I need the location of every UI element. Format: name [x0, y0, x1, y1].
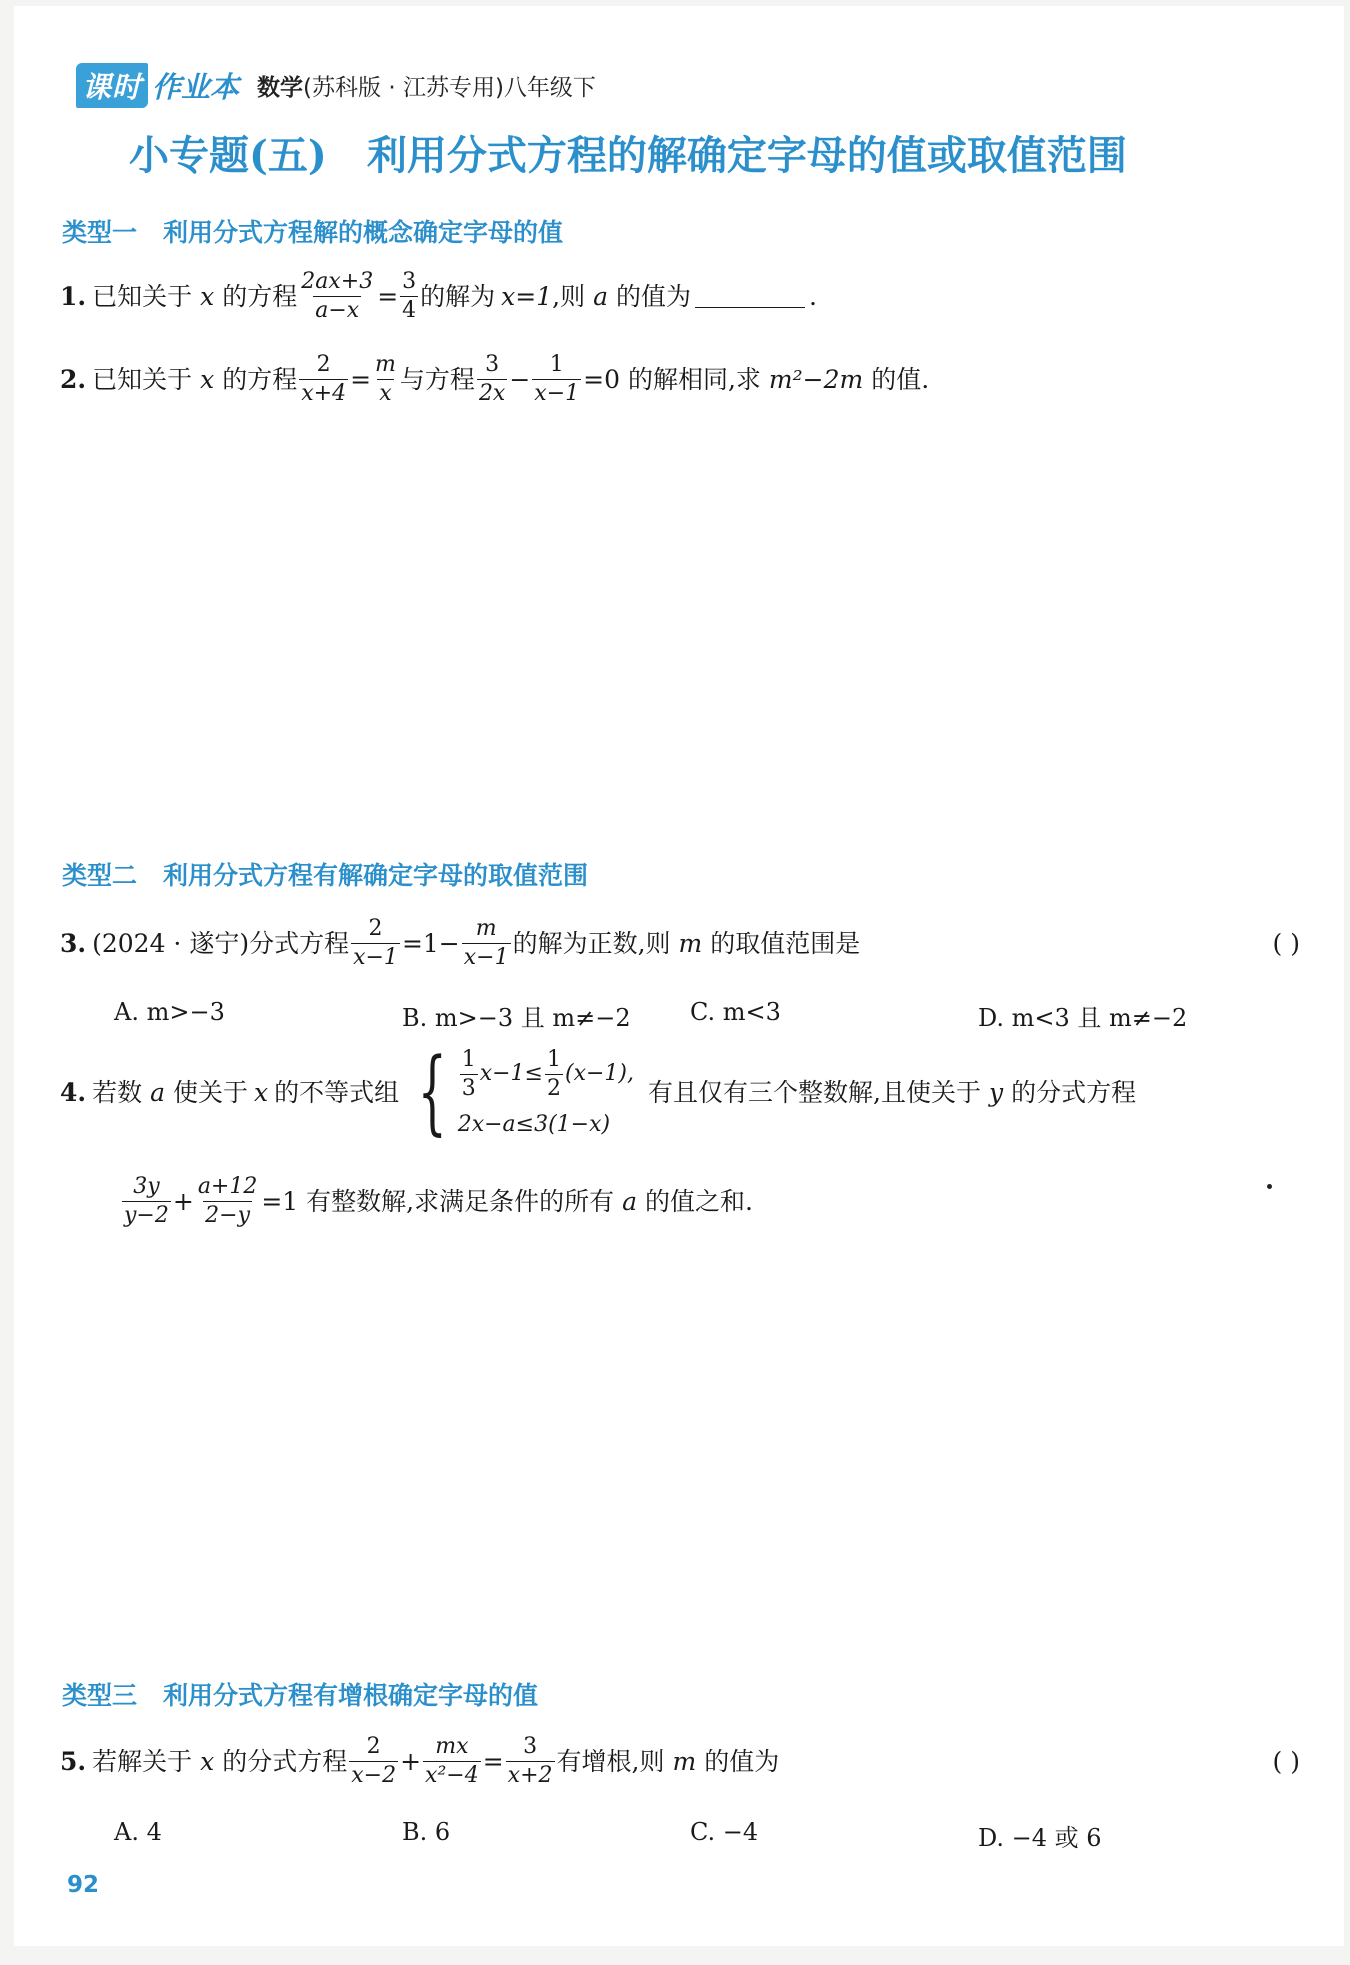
title-main: 小专题(五) [129, 132, 327, 179]
section-label: 类型三 [62, 1681, 138, 1710]
q1-text-1: 已知关于 [92, 282, 193, 311]
q2-text-1: 已知关于 [92, 365, 193, 394]
plus-sign: + [400, 1747, 422, 1776]
denominator: a−x [315, 298, 360, 323]
numerator: 2 [316, 352, 331, 377]
q5-option-d[interactable]: D. −4 或 6 [978, 1824, 1102, 1852]
question-number: 3. [60, 929, 87, 958]
fraction [460, 1046, 478, 1101]
q5-text-3: 有增根,则 [556, 1747, 665, 1776]
var-x: x [200, 365, 215, 394]
denominator: 4 [402, 298, 417, 323]
system-lines [457, 1046, 634, 1137]
denominator: 3 [461, 1075, 476, 1101]
q1-text-3: 的解为 [420, 282, 496, 311]
q1-text-6: 的值为 [615, 282, 691, 311]
equals-sign: = [482, 1747, 504, 1776]
fraction [373, 354, 398, 405]
denominator: x²−4 [425, 1763, 479, 1788]
q5-option-a[interactable]: A. 4 [114, 1818, 162, 1846]
left-brace-icon: { [417, 1038, 448, 1145]
fraction [196, 1176, 260, 1227]
q3-option-b[interactable]: B. m>−3 且 m≠−2 [402, 1004, 631, 1032]
fraction [423, 1736, 481, 1787]
q2-text-3: 与方程 [399, 365, 475, 394]
question-number: 4. [60, 1077, 87, 1107]
fraction [299, 271, 375, 322]
fraction [122, 1176, 171, 1227]
question-1 [60, 271, 817, 322]
q3-option-d[interactable]: D. m<3 且 m≠−2 [978, 1004, 1188, 1032]
question-2 [60, 354, 929, 405]
fraction [477, 354, 507, 405]
fraction [506, 1736, 555, 1787]
q5-option-b[interactable]: B. 6 [402, 1818, 451, 1846]
edition-text: (苏科版 · 江苏专用)八年级下 [303, 74, 596, 101]
subject-text: 数学 [257, 74, 304, 101]
q3-option-c[interactable]: C. m<3 [690, 998, 781, 1026]
numerator: m [475, 916, 497, 941]
fraction [351, 918, 400, 969]
var-x: x [254, 1077, 269, 1107]
brand-header [76, 64, 596, 106]
var-m: m [678, 929, 703, 958]
denominator: x+4 [301, 381, 347, 406]
page-title [129, 124, 1127, 181]
var-x: x [200, 282, 215, 311]
q3-text-3: 的取值范围是 [710, 929, 861, 958]
var-a: a [622, 1187, 638, 1216]
var-a: a [593, 282, 608, 311]
numerator: 1 [549, 352, 564, 377]
q2-text-5: 的值. [871, 365, 930, 394]
question-number: 2. [60, 365, 87, 394]
q2-text-2: 的方程 [222, 365, 298, 394]
section-type-2 [62, 856, 588, 892]
subject-label [257, 69, 596, 102]
question-number: 1. [60, 282, 87, 311]
var-y: y [988, 1077, 1004, 1107]
numerator: 3 [523, 1734, 538, 1759]
plus-sign: + [172, 1187, 194, 1216]
section-label: 类型二 [62, 861, 138, 890]
answer-parentheses[interactable]: ( ) [1272, 929, 1300, 958]
denominator: x−1 [463, 945, 509, 970]
numerator: 1 [461, 1046, 476, 1072]
answer-blank[interactable] [695, 285, 805, 308]
q4-text-1: 若数 [92, 1077, 143, 1107]
section-type-1 [62, 213, 563, 249]
denominator: x−1 [353, 945, 398, 970]
q4-text-4: 有且仅有三个整数解,且使关于 [648, 1077, 981, 1107]
denominator: 2−y [205, 1203, 251, 1228]
q5-text-4: 的值为 [704, 1747, 780, 1776]
q1-text-2: 的方程 [222, 282, 298, 311]
denominator: y−2 [124, 1203, 169, 1228]
q3-source: (2024 · 遂宁)分式方程 [92, 929, 350, 958]
q1-solution: x=1 [501, 282, 553, 311]
section-label: 类型一 [62, 218, 138, 247]
q5-option-c[interactable]: C. −4 [690, 1818, 759, 1846]
numerator: 3 [485, 352, 500, 377]
q3-middle: =1− [401, 929, 460, 958]
q3-option-a[interactable]: A. m>−3 [114, 998, 225, 1026]
question-4 [60, 1038, 1137, 1145]
q1-text-5: ,则 [552, 282, 586, 311]
equals-sign: = [350, 365, 372, 394]
q4-text-2: 使关于 [173, 1077, 249, 1107]
numerator: a+12 [197, 1174, 258, 1199]
q4-text-7: 的值之和. [645, 1187, 753, 1216]
inequality-1-end: (x−1), [565, 1061, 634, 1086]
numerator: 2ax+3 [301, 269, 374, 294]
fraction [545, 1046, 563, 1101]
var-a: a [150, 1077, 166, 1107]
denominator: x [379, 381, 392, 406]
q5-text-2: 的分式方程 [222, 1747, 348, 1776]
numerator: m [375, 352, 396, 377]
denominator: x+2 [507, 1763, 553, 1788]
var-x: x [200, 1747, 215, 1776]
workbook-page [14, 6, 1344, 1946]
question-4-continued [120, 1176, 753, 1227]
numerator: 3y [133, 1174, 160, 1199]
numerator: 2 [368, 916, 383, 941]
section-text: 利用分式方程有增根确定字母的值 [163, 1681, 539, 1710]
var-m: m [672, 1747, 697, 1776]
section-text: 利用分式方程解的概念确定字母的值 [163, 218, 564, 247]
minus-sign: − [509, 365, 531, 394]
q2-expression: m²−2m [768, 365, 864, 394]
fraction [400, 271, 418, 322]
denominator: 2 [547, 1075, 561, 1101]
section-text: 利用分式方程有解确定字母的取值范围 [163, 861, 589, 890]
fraction [349, 1736, 398, 1787]
numerator: mx [435, 1734, 469, 1759]
fraction [462, 918, 511, 969]
q4-text-3: 的不等式组 [274, 1077, 400, 1107]
denominator: x−2 [351, 1763, 397, 1788]
question-3 [60, 918, 1300, 969]
question-number: 5. [60, 1747, 87, 1776]
period: . [809, 282, 817, 311]
inequality-1 [458, 1046, 634, 1101]
denominator: x−1 [534, 381, 580, 406]
brand-name: 作业本 [152, 69, 240, 104]
numerator: 2 [366, 1734, 381, 1759]
inequality-1-part: x−1≤ [479, 1061, 543, 1086]
fraction [532, 354, 581, 405]
answer-parentheses[interactable]: ( ) [1272, 1747, 1300, 1776]
q4-text-6: =1 有整数解,求满足条件的所有 [261, 1187, 615, 1216]
q2-text-4: =0 的解相同,求 [583, 365, 761, 394]
title-sub: 利用分式方程的解确定字母的值或取值范围 [366, 132, 1127, 179]
denominator: 2x [478, 381, 506, 406]
stray-dot [1267, 1184, 1272, 1189]
numerator: 1 [547, 1046, 561, 1072]
inequality-system [403, 1038, 634, 1145]
question-5 [60, 1736, 1300, 1787]
brand-logo: 课时 [76, 63, 148, 108]
page-number: 92 [67, 1872, 100, 1898]
numerator: 3 [402, 269, 417, 294]
inequality-2: 2x−a≤3(1−x) [457, 1111, 611, 1137]
q5-text-1: 若解关于 [92, 1747, 193, 1776]
fraction [299, 354, 348, 405]
section-type-3 [62, 1676, 538, 1712]
equals-sign: = [377, 282, 399, 311]
q4-text-5: 的分式方程 [1011, 1077, 1137, 1107]
q3-text-2: 的解为正数,则 [512, 929, 671, 958]
